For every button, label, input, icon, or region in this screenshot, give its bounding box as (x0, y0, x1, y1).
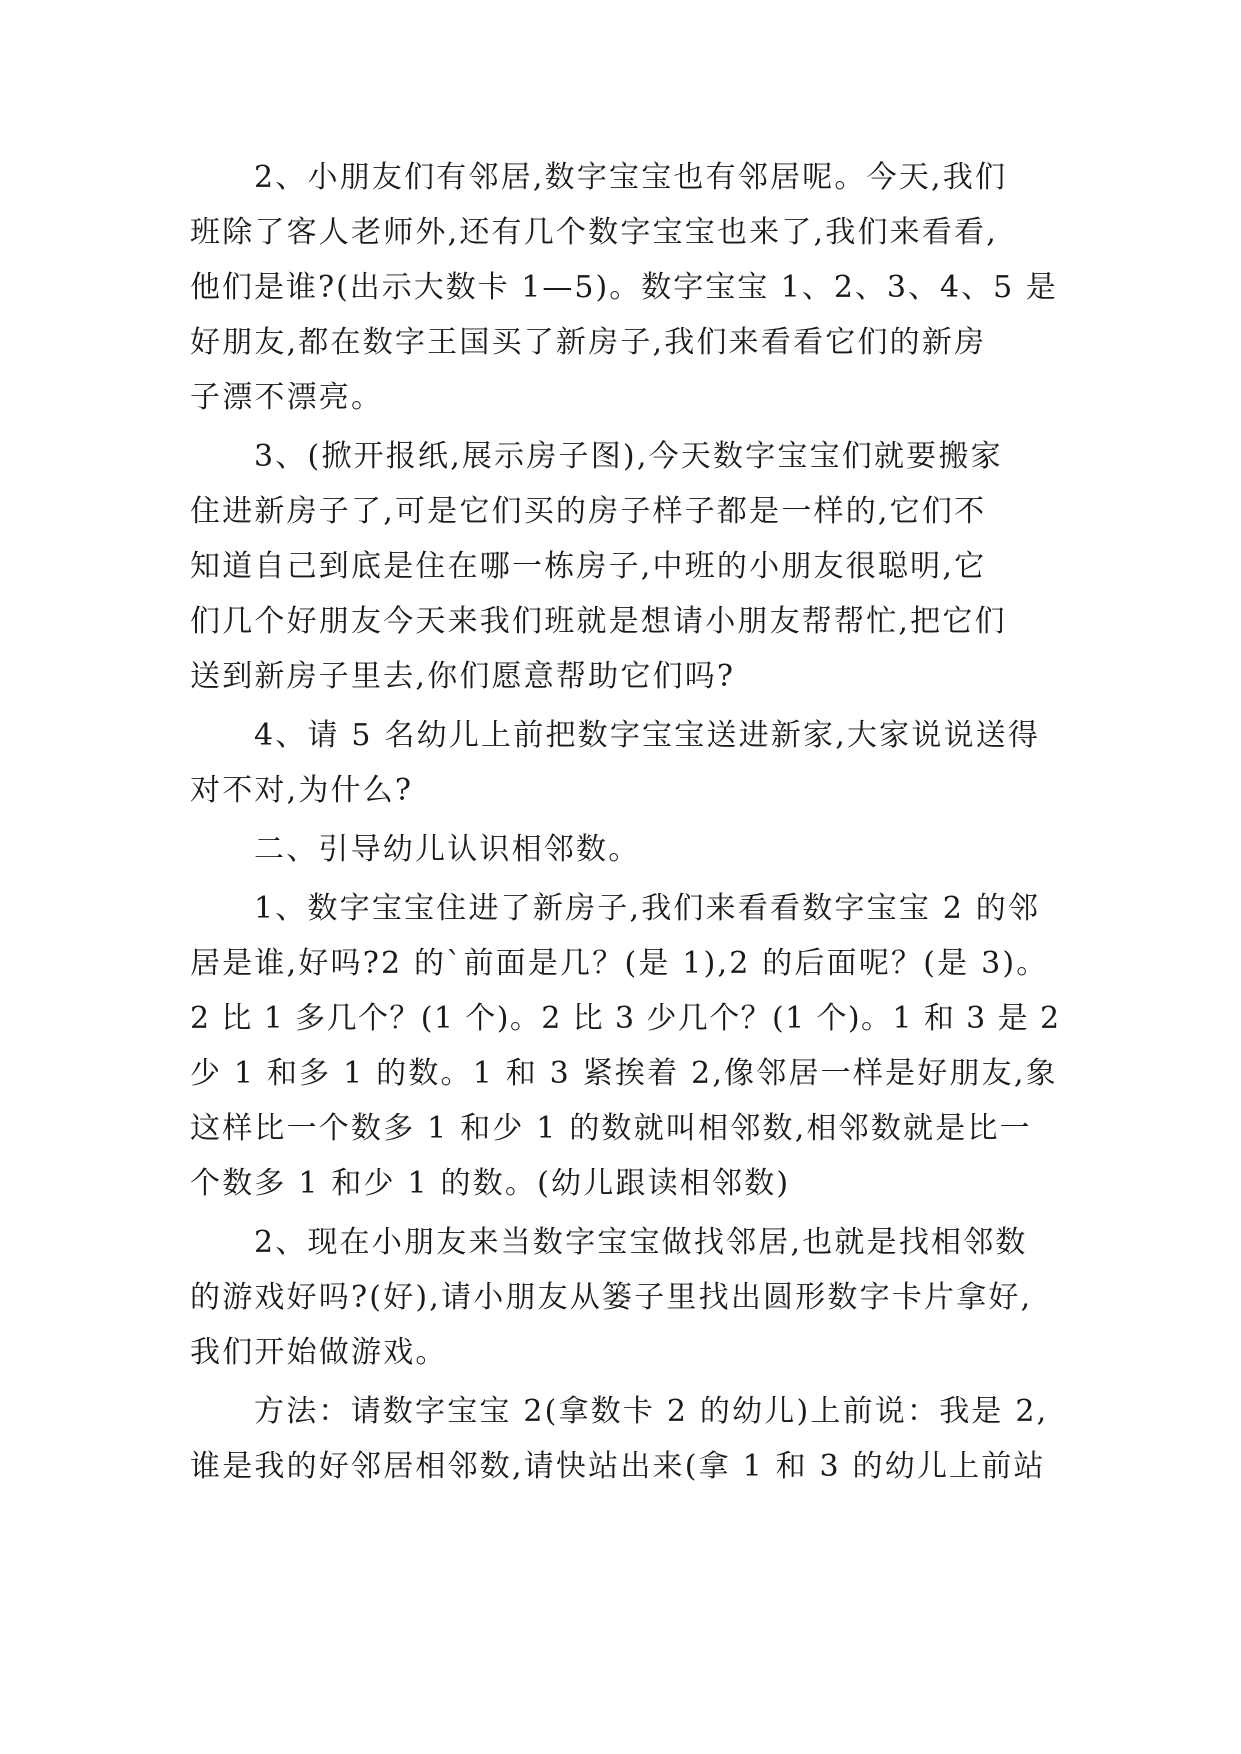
text-line: 居是谁,好吗?2 的`前面是几？(是 1),2 的后面呢？(是 3)。 (190, 946, 1049, 981)
text-line: 住进新房子了,可是它们买的房子样子都是一样的,它们不 (190, 494, 987, 529)
text-line: 这样比一个数多 1 和少 1 的数就叫相邻数,相邻数就是比一 (190, 1111, 1032, 1146)
text-line: 3、(掀开报纸,展示房子图),今天数字宝宝们就要搬家 (254, 439, 1003, 474)
text-line: 1、数字宝宝住进了新房子,我们来看看数字宝宝 2 的邻 (254, 891, 1041, 926)
text-line: 知道自己到底是住在哪一栋房子,中班的小朋友很聪明,它 (190, 549, 987, 584)
text-line: 他们是谁?(出示大数卡 1—5)。数字宝宝 1、2、3、4、5 是 (190, 270, 1058, 305)
text-line: 2、现在小朋友来当数字宝宝做找邻居,也就是找相邻数 (254, 1225, 1028, 1260)
text-line: 谁是我的好邻居相邻数,请快站出来(拿 1 和 3 的幼儿上前站 (190, 1449, 1046, 1484)
text-line: 2 比 1 多几个？(1 个)。2 比 3 少几个？(1 个)。1 和 3 是 2 (190, 1001, 1061, 1036)
text-line: 4、请 5 名幼儿上前把数字宝宝送进新家,大家说说送得 (254, 718, 1041, 753)
text-line: 2、小朋友们有邻居,数字宝宝也有邻居呢。今天,我们 (254, 160, 1008, 195)
text-line: 子漂不漂亮。 (190, 380, 384, 415)
text-line: 的游戏好吗?(好),请小朋友从篓子里找出圆形数字卡片拿好, (190, 1280, 1033, 1315)
text-line: 方法：请数字宝宝 2(拿数卡 2 的幼儿)上前说：我是 2, (254, 1394, 1049, 1429)
text-line: 我们开始做游戏。 (190, 1335, 448, 1370)
text-line: 个数多 1 和少 1 的数。(幼儿跟读相邻数) (190, 1166, 791, 1201)
text-line: 好朋友,都在数字王国买了新房子,我们来看看它们的新房 (190, 325, 987, 360)
text-line: 班除了客人老师外,还有几个数字宝宝也来了,我们来看看, (190, 215, 999, 250)
section-heading: 二、引导幼儿认识相邻数。 (254, 832, 641, 867)
text-line: 们几个好朋友今天来我们班就是想请小朋友帮帮忙,把它们 (190, 604, 1007, 639)
text-line: 对不对,为什么? (190, 773, 414, 808)
text-line: 送到新房子里去,你们愿意帮助它们吗? (190, 659, 736, 694)
text-line: 少 1 和多 1 的数。1 和 3 紧挨着 2,像邻居一样是好朋友,象 (190, 1056, 1058, 1091)
